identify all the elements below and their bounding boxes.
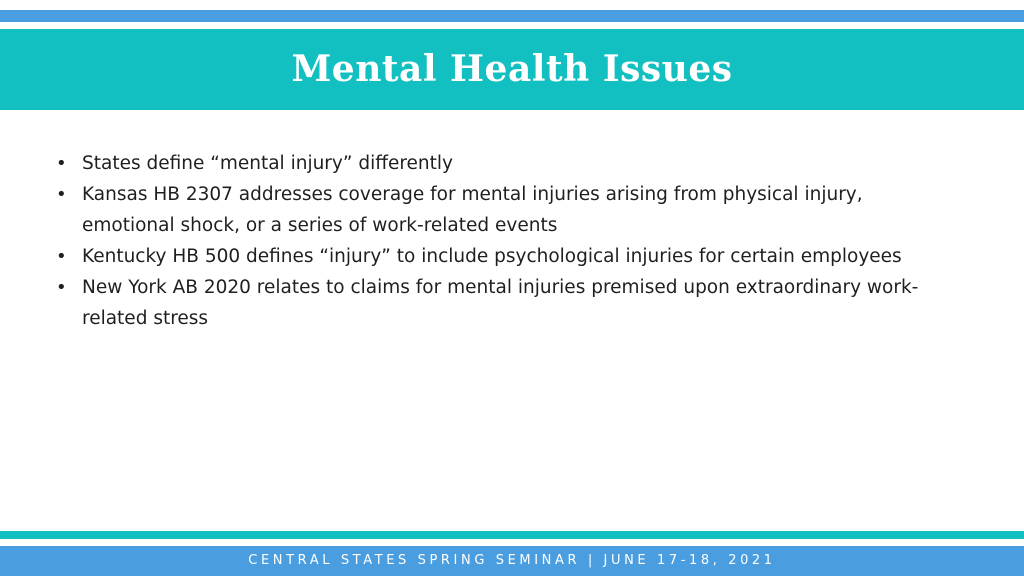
bullet-text: Kentucky HB 500 defines “injury” to include psychological injuries for certain employees xyxy=(82,246,902,267)
bullet-marker: • xyxy=(56,184,67,205)
bullet-marker: • xyxy=(56,277,67,298)
bullet-item xyxy=(54,272,954,334)
bullet-marker: • xyxy=(56,153,67,174)
bullet-text: States define “mental injury” differently xyxy=(82,153,453,174)
bullet-marker: • xyxy=(56,246,67,267)
bullet-item xyxy=(54,179,954,241)
bottom-accent-stripe xyxy=(0,531,1024,539)
bullet-text: Kansas HB 2307 addresses coverage for mental injuries arising from physical injury, emotional shock, or a series of work-related events xyxy=(82,184,863,236)
footer-text: CENTRAL STATES SPRING SEMINAR | JUNE 17-18, 2021 xyxy=(248,553,776,568)
footer-bar xyxy=(0,546,1024,576)
bullet-item xyxy=(54,148,954,179)
bullet-item xyxy=(54,241,954,272)
slide-title: Mental Health Issues xyxy=(291,48,733,90)
bullet-list xyxy=(54,148,954,334)
title-banner xyxy=(0,29,1024,110)
top-accent-stripe xyxy=(0,10,1024,22)
bullet-text: New York AB 2020 relates to claims for mental injuries premised upon extraordinary work-related stress xyxy=(82,277,919,329)
